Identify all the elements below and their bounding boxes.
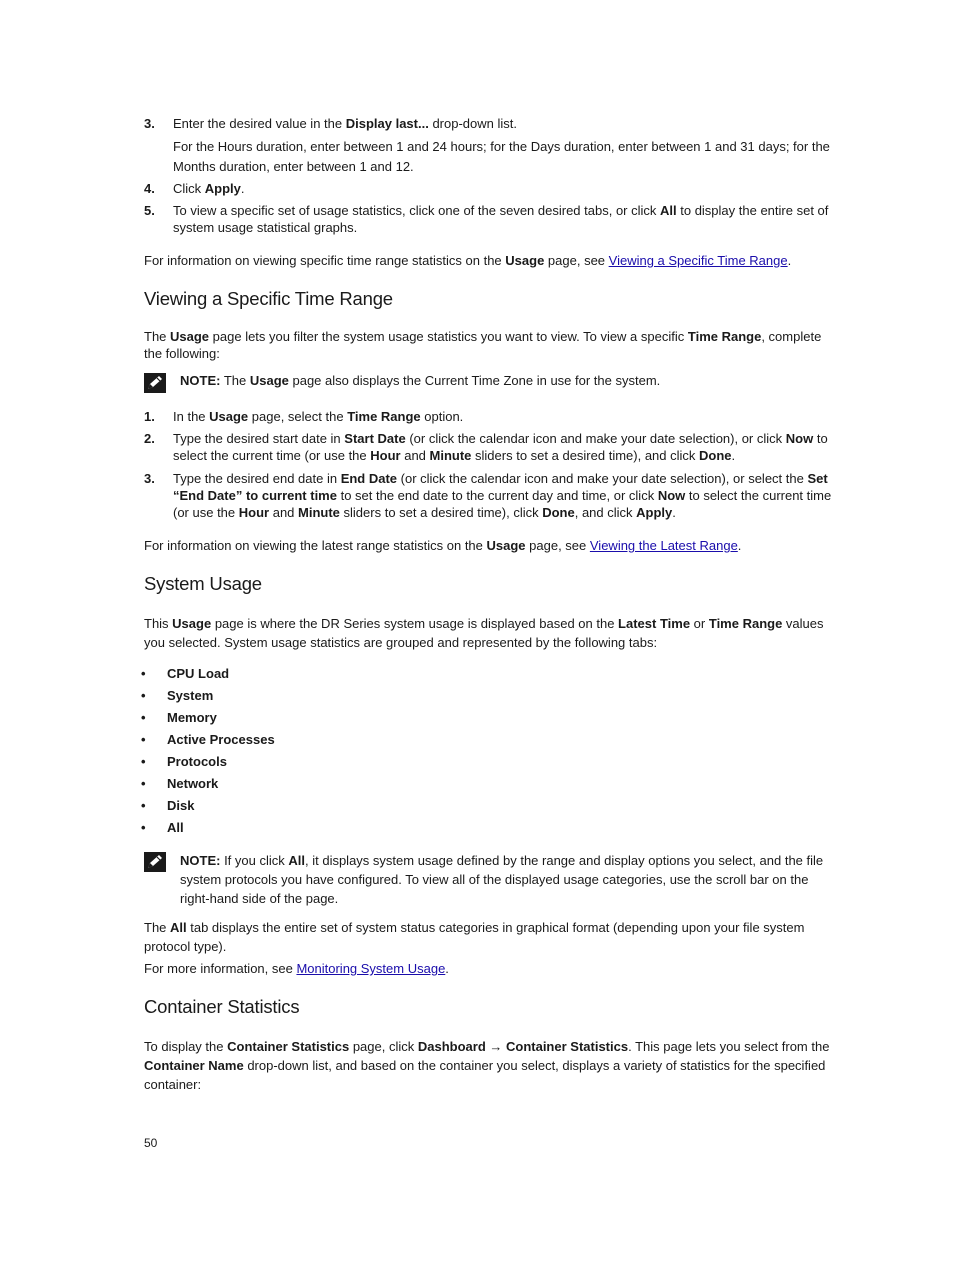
paragraph bbox=[144, 918, 838, 956]
note-label: NOTE: bbox=[180, 853, 221, 868]
step-text bbox=[173, 180, 838, 198]
text-run: (or click the calendar icon and make your date selection), or click bbox=[405, 431, 786, 446]
list-item: CPU Load bbox=[167, 666, 230, 681]
bold-term: Now bbox=[657, 488, 686, 503]
text-run: To display the bbox=[144, 1039, 228, 1054]
bold-term: Minute bbox=[298, 505, 340, 520]
text-run: . This page lets you select from the bbox=[628, 1039, 830, 1054]
text-run: The bbox=[220, 373, 250, 388]
bold-term: Start Date bbox=[344, 431, 406, 446]
text-run: . bbox=[737, 538, 742, 553]
text-run: The bbox=[144, 329, 171, 344]
text-run: page, select the bbox=[248, 409, 348, 424]
step-number: 3. bbox=[144, 116, 155, 131]
bold-term: Done bbox=[699, 448, 732, 463]
bold-term: Dashboard → Container Statistics bbox=[417, 1039, 629, 1054]
section-heading: Container Statistics bbox=[144, 996, 300, 1017]
text-run: . bbox=[787, 253, 792, 268]
text-run: tab displays the entire set of system status categories in graphical format (depending upon your file system protocol type). bbox=[144, 920, 805, 954]
text-run: Type the desired end date in bbox=[173, 471, 341, 486]
list-item: System bbox=[167, 688, 214, 703]
bullet: • bbox=[141, 666, 146, 681]
bold-term: Usage bbox=[209, 409, 249, 424]
step-detail: For the Hours duration, enter between 1 and 24 hours; for the Days duration, enter between 1 and 31 days; for the Months duration, enter between 1 and 12. bbox=[173, 139, 830, 174]
text-run: To view a specific set of usage statistics, click one of the seven desired tabs, or click bbox=[173, 203, 660, 218]
text-run: page, click bbox=[349, 1039, 418, 1054]
bold-term: Hour bbox=[238, 505, 270, 520]
list-item: All bbox=[167, 820, 184, 835]
text-run: sliders to set a desired time), and click bbox=[471, 448, 700, 463]
text-run: page lets you filter the system usage statistics you want to view. To view a specific bbox=[209, 329, 688, 344]
note-text bbox=[180, 851, 838, 908]
section-intro bbox=[144, 328, 838, 362]
bold-term: Container Name bbox=[144, 1058, 244, 1073]
bold-term: Minute bbox=[429, 448, 472, 463]
bullet: • bbox=[141, 754, 146, 769]
bold-term: Set “End Date” to current time bbox=[173, 471, 828, 503]
step-number: 1. bbox=[144, 409, 155, 424]
step-number: 5. bbox=[144, 203, 155, 218]
bold-term: Now bbox=[785, 431, 814, 446]
list-item: Protocols bbox=[167, 754, 227, 769]
bold-term: Usage bbox=[486, 538, 526, 553]
text-run: drop-down list. bbox=[428, 116, 517, 131]
text-run: , it displays system usage defined by the range and display options you select, and the file system protocols you have configured. To view all of the displayed usage categories, use the scroll bar on the right-hand side of the page. bbox=[180, 853, 824, 906]
text-run: Click bbox=[173, 181, 205, 196]
bullet: • bbox=[141, 710, 146, 725]
bold-term: Time Range bbox=[347, 409, 421, 424]
text-run: For information on viewing the latest range statistics on the bbox=[144, 538, 487, 553]
text-run: page also displays the Current Time Zone in use for the system. bbox=[288, 373, 661, 388]
bold-term: Hour bbox=[370, 448, 401, 463]
step-text bbox=[173, 408, 838, 426]
bullet: • bbox=[141, 798, 146, 813]
note-pencil-icon bbox=[144, 373, 166, 393]
text-run: The bbox=[144, 920, 171, 935]
section-heading: Viewing a Specific Time Range bbox=[144, 288, 393, 309]
text-run: In the bbox=[173, 409, 210, 424]
step-text bbox=[173, 115, 838, 133]
text-run: to set the end date to the current day and time, or click bbox=[336, 488, 658, 503]
step-number: 4. bbox=[144, 181, 155, 196]
link-monitoring-system-usage[interactable]: Monitoring System Usage bbox=[296, 961, 446, 976]
text-run: . bbox=[672, 505, 676, 520]
text-run: to select the current time (or use the bbox=[173, 488, 832, 520]
bold-term: Usage bbox=[505, 253, 545, 268]
step-text bbox=[173, 202, 838, 236]
note-label: NOTE: bbox=[180, 373, 221, 388]
bold-term: Done bbox=[542, 505, 575, 520]
text-run: to display the entire set of system usage statistical graphs. bbox=[173, 203, 829, 235]
page-number: 50 bbox=[144, 1136, 158, 1150]
bold-term: All bbox=[288, 853, 305, 868]
text-run: For information on viewing specific time range statistics on the bbox=[144, 253, 506, 268]
link-viewing-latest-range[interactable]: Viewing the Latest Range bbox=[589, 538, 738, 553]
paragraph bbox=[144, 960, 838, 978]
section-intro bbox=[144, 614, 838, 652]
bold-term: All bbox=[660, 203, 677, 218]
note-pencil-icon bbox=[144, 852, 166, 872]
bold-term: Display last... bbox=[345, 116, 429, 131]
step-text bbox=[173, 430, 838, 464]
text-run: (or click the calendar icon and make your date selection), or select the bbox=[397, 471, 808, 486]
section-intro bbox=[144, 1037, 838, 1094]
bullet: • bbox=[141, 732, 146, 747]
bullet: • bbox=[141, 820, 146, 835]
text-run: to select the current time (or use the bbox=[173, 431, 828, 463]
list-item: Memory bbox=[167, 710, 217, 725]
text-run: drop-down list, and based on the container you select, displays a variety of statistics for the specified container: bbox=[144, 1058, 826, 1092]
bold-term: Usage bbox=[172, 616, 212, 631]
text-run: , complete the following: bbox=[144, 329, 822, 361]
bold-term: Latest Time bbox=[618, 616, 691, 631]
text-run: values you selected. System usage statistics are grouped and represented by the following tabs: bbox=[144, 616, 824, 650]
link-viewing-specific-time-range[interactable]: Viewing a Specific Time Range bbox=[608, 253, 788, 268]
step-text bbox=[173, 470, 838, 521]
bold-term: All bbox=[170, 920, 187, 935]
text-run: sliders to set a desired time), click bbox=[339, 505, 543, 520]
text-run: . bbox=[731, 448, 736, 463]
text-run: For more information, see bbox=[144, 961, 297, 976]
list-item: Disk bbox=[167, 798, 195, 813]
bullet: • bbox=[141, 688, 146, 703]
text-run: , and click bbox=[574, 505, 637, 520]
bold-term: Time Range bbox=[708, 616, 783, 631]
bold-term: Usage bbox=[170, 329, 210, 344]
list-item: Active Processes bbox=[167, 732, 275, 747]
note-text bbox=[180, 372, 838, 390]
bullet: • bbox=[141, 776, 146, 791]
bold-term: Container Statistics bbox=[227, 1039, 350, 1054]
text-run: page is where the DR Series system usage is displayed based on the bbox=[211, 616, 619, 631]
text-run: and bbox=[400, 448, 430, 463]
text-run: and bbox=[269, 505, 299, 520]
bold-term: Apply bbox=[204, 181, 241, 196]
list-item: Network bbox=[167, 776, 219, 791]
text-run: This bbox=[144, 616, 173, 631]
bold-term: Apply bbox=[636, 505, 673, 520]
bold-term: Usage bbox=[249, 373, 289, 388]
text-run: If you click bbox=[220, 853, 289, 868]
text-run: Type the desired start date in bbox=[173, 431, 345, 446]
text-run: option. bbox=[420, 409, 464, 424]
text-run: . bbox=[445, 961, 449, 976]
text-run: page, see bbox=[525, 538, 590, 553]
text-run: Enter the desired value in the bbox=[173, 116, 346, 131]
step-number: 3. bbox=[144, 471, 155, 486]
text-run: page, see bbox=[544, 253, 609, 268]
bold-term: End Date bbox=[340, 471, 398, 486]
step-number: 2. bbox=[144, 431, 155, 446]
text-run: or bbox=[690, 616, 709, 631]
info-paragraph bbox=[144, 537, 838, 555]
text-run: . bbox=[240, 181, 245, 196]
bold-term: Time Range bbox=[687, 329, 762, 344]
info-paragraph bbox=[144, 252, 838, 270]
section-heading: System Usage bbox=[144, 573, 262, 594]
